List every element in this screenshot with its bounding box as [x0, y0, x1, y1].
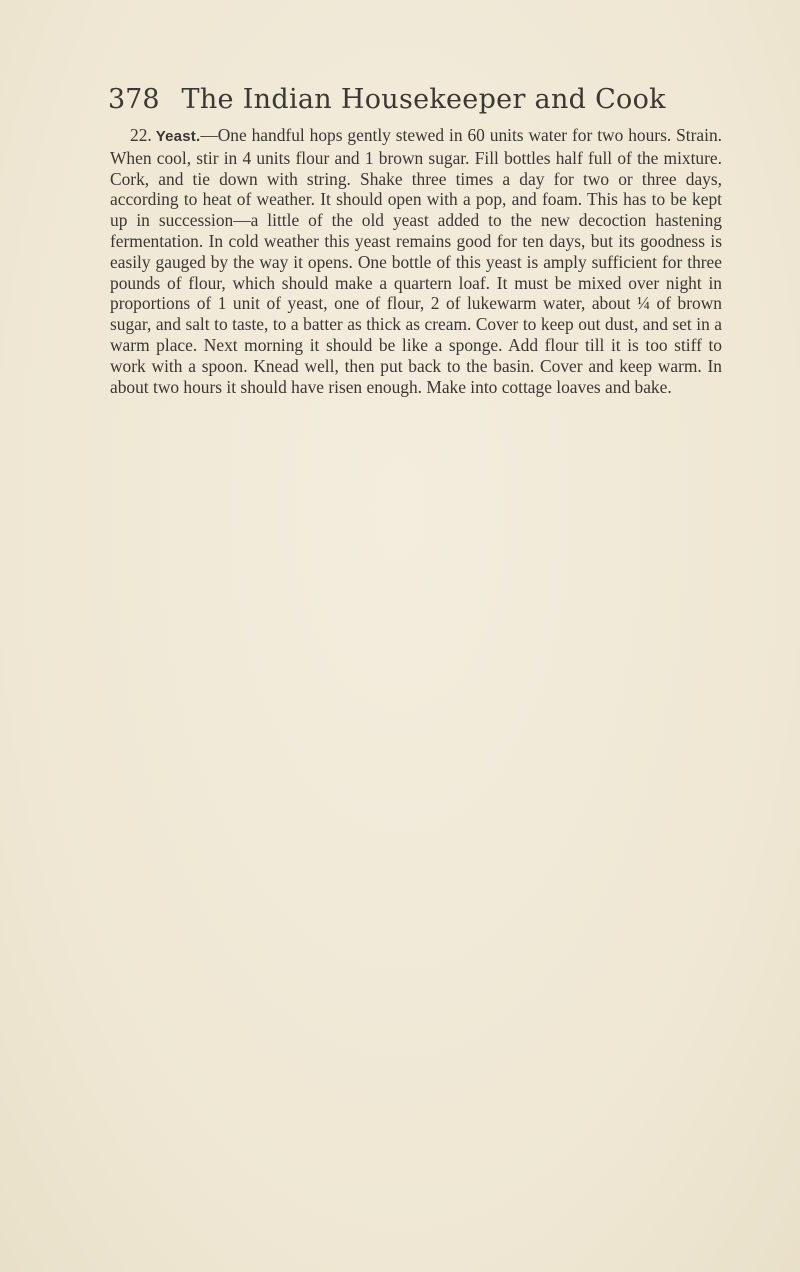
- recipe-title: Yeast.: [155, 128, 201, 145]
- recipe-paragraph: [110, 125, 722, 397]
- page-number: 378: [108, 84, 160, 115]
- recipe-number: 22.: [130, 125, 152, 145]
- page-header: [108, 84, 728, 124]
- title-dash: —: [200, 125, 218, 145]
- running-title: The Indian Housekeeper and Cook: [181, 84, 666, 115]
- recipe-body: One handful hops gently stewed in 60 units water for two hours. Strain. When cool, stir in 4 units flour and 1 brown sugar. Fill bottles half full of the mixture. Cork, and tie down with string. Shake three times a day for two or three days, according to heat of weather. It should open with a pop, and foam. This has to be kept up in succession—a little of the old yeast added to the new decoction hastening fermentation. In cold weather this yeast remains good for ten days, but its goodness is easily gauged by the way it opens. One bottle of this yeast is amply sufficient for three pounds of flour, which should make a quartern loaf. It must be mixed over night in proportions of 1 unit of yeast, one of flour, 2 of lukewarm water, about ¼ of brown sugar, and salt to taste, to a batter as thick as cream. Cover to keep out dust, and set in a warm place. Next morning it should be like a sponge. Add flour till it is too stiff to work with a spoon. Knead well, then put back to the basin. Cover and keep warm. In about two hours it should have risen enough. Make into cottage loaves and bake.: [110, 125, 722, 397]
